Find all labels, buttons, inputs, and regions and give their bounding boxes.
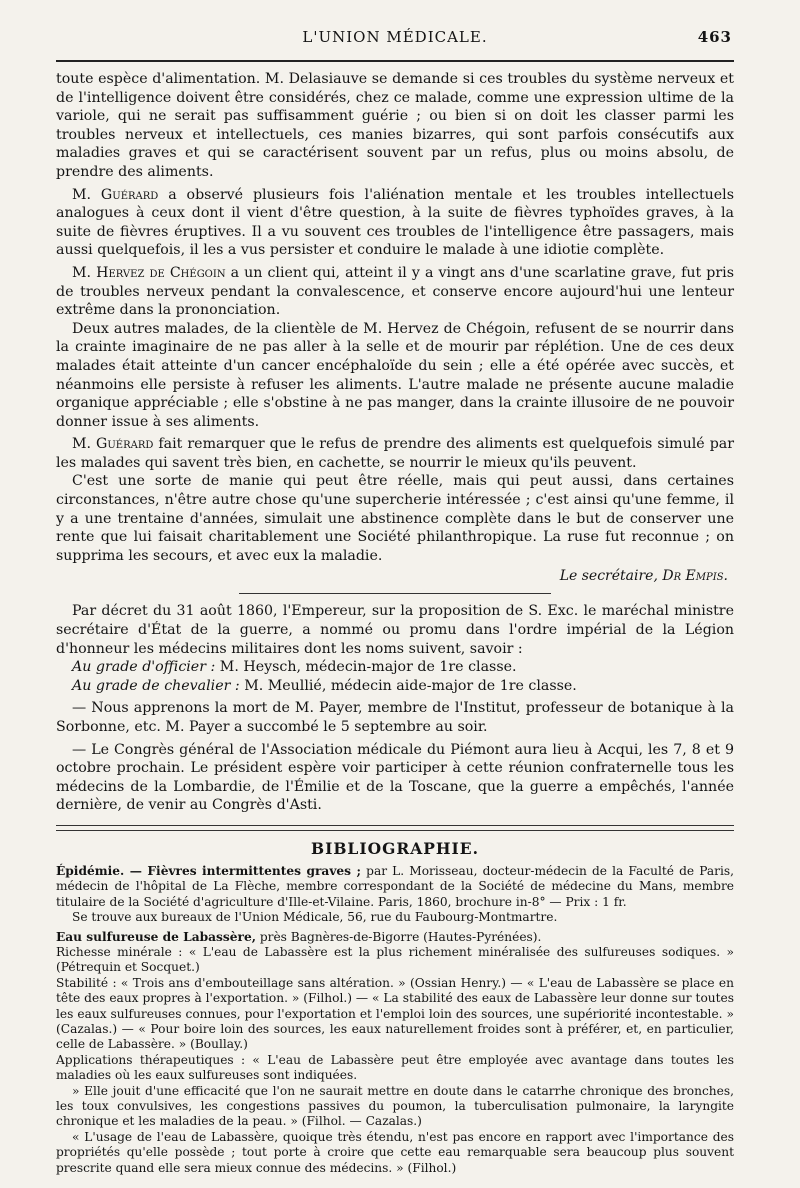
page-number: 463 (697, 28, 732, 46)
biblio-entry-labassere (56, 930, 734, 945)
header-rule (56, 60, 734, 62)
grade-officier (72, 658, 734, 677)
entry-title: Eau sulfureuse de Labassère, (56, 929, 256, 944)
biblio-rule-bottom (56, 830, 734, 831)
section-divider (239, 593, 551, 594)
signature-name: Dr Empis. (657, 568, 728, 585)
paragraph-guerard-1 (56, 186, 734, 260)
bibliography-title: BIBLIOGRAPHIE. (310, 838, 479, 858)
speaker-name: M. Hervez de Chégoin (72, 264, 226, 281)
paragraph-guerard-2 (56, 435, 734, 472)
paragraph-simulation: C'est une sorte de manie qui peut être réelle, mais qui peut aussi, dans certaines circonstances, n'être autre chose qu'une supercherie intéressée ; c'est ainsi qu'une femme, il y a une trentaine d'années, simulait une abstinence complète dans le but de conserver une rente que lui faisait charitablement une Société philanthropique. La ruse fut reconnue ; on supprima les secours, et avec eux la maladie. (56, 473, 734, 564)
journal-title: L'UNION MÉDICALE. (302, 28, 488, 46)
biblio-entry-epidemie (56, 864, 734, 910)
biblio-applications: Applications thérapeutiques : « L'eau de Labassère peut être employée avec avantage dans toutes les maladies où les eaux sulfureuses sont indiquées. (56, 1052, 734, 1083)
grade-chevalier (72, 677, 734, 696)
biblio-rule-top (56, 825, 734, 826)
biblio-stabilite: Stabilité : « Trois ans d'embouteillage sans altération. » (Ossian Henry.) — « L'eau de Labassère se place en tête des eaux propres à l'exportation. » (Filhol.) — « La stabilité des eaux de Labassère leur donne sur toutes les eaux sulfureuses connues, pour l'exportation et l'emploi loin des sources, une supériorité incontestable. » (Cazalas.) — « Pour boire loin des sources, les eaux naturellement froides sont à préférer, et, en particulier, celle de Labassère. » (Boullay.) (56, 975, 734, 1052)
entry-text: par L. Morisseau, docteur-médecin de la Faculté de Paris, médecin de l'hôpital de La Flèche, membre correspondant de la Société de médecine du Mans, membre titulaire de la Société d'agriculture d'Ille-et-Vilaine. Paris, 1860, brochure in-8° — Prix : 1 fr. (56, 863, 734, 909)
bibliography-list (56, 864, 734, 1176)
paragraph-text: fait remarquer que le refus de prendre des aliments est quelquefois simulé par les malades qui savent très bien, en cachette, se nourrir le mieux qu'ils peuvent. (56, 436, 735, 471)
paragraph-two-patients: Deux autres malades, de la clientèle de M. Hervez de Chégoin, refusent de se nourrir dans la crainte imaginaire de ne pas aller à la selle et de mourir par réplétion. Une de ces deux malades était atteinte d'un cancer encéphaloïde du sein ; elle a été opérée avec succès, et néanmoins elle persiste à refuser les aliments. L'autre malade ne présente aucune maladie organique appréciable ; elle s'obstine à ne pas manger, dans la crainte illusoire de ne pouvoir donner issue à ses aliments. (56, 320, 734, 430)
speaker-name: M. Guérard (72, 436, 154, 453)
news-decree: Par décret du 31 août 1860, l'Empereur, sur la proposition de S. Exc. le maréchal ministre secrétaire d'État de la guerre, a nommé ou promu dans l'ordre impérial de la Légion d'honneur les médecins militaires dont les noms suivent, savoir : (56, 603, 734, 657)
biblio-entry-address: Se trouve aux bureaux de l'Union Médicale, 56, rue du Faubourg-Montmartre. (72, 910, 558, 925)
paragraph-delasiauve: toute espèce d'alimentation. M. Delasiauve se demande si ces troubles du système nerveux et de l'intelligence doivent être considérés, chez ce malade, comme une expression ultime de la variole, qui ne serait pas suffisamment guérie ; ou bien si on doit les classer parmi les troubles nerveux et intellectuels, ces manies bizarres, qui sont parfois consécutifs aux maladies graves et qui se caractérisent souvent par un refus, plus ou moins absolu, de prendre des aliments. (56, 71, 734, 180)
biblio-richesse: Richesse minérale : « L'eau de Labassère est la plus richement minéralisée des sulfureuses sodiques. » (Pétrequin et Socquet.) (56, 945, 734, 975)
secretary-signature (56, 567, 734, 585)
grade-label: Au grade d'officier : (72, 659, 216, 676)
entry-text: près Bagnères-de-Bigorre (Hautes-Pyrénées). (255, 929, 542, 944)
news-payer: — Nous apprenons la mort de M. Payer, membre de l'Institut, professeur de botanique à la Sorbonne, etc. M. Payer a succombé le 5 septembre au soir. (56, 700, 734, 735)
entry-title: Épidémie. — Fièvres intermittentes graves ; (56, 863, 362, 878)
biblio-usage: « L'usage de l'eau de Labassère, quoique très étendu, n'est pas encore en rapport avec l'importance des propriétés qu'elle possède ; tout porte à croire que cette eau remarquable sera beaucoup plus souvent prescrite quand elle sera mieux connue des médecins. » (Filhol.) (56, 1129, 734, 1175)
grade-text: M. Meullié, médecin aide-major de 1re classe. (239, 677, 577, 694)
paragraph-text: a observé plusieurs fois l'aliénation mentale et les troubles intellectuels analogues à ceux dont il vient d'être question, à la suite de fièvres typhoïdes graves, à la suite de fièvres éruptives. Il a vu souvent ces troubles de l'intelligence être passagers, mais aussi quelquefois, il les a vus persister et conduire le malade à une idiotie complète. (56, 186, 734, 259)
news-congres: — Le Congrès général de l'Association médicale du Piémont aura lieu à Acqui, les 7, 8 et 9 octobre prochain. Le président espère voir participer à cette réunion confraternelle tous les médecins de la Lombardie, de l'Émilie et de la Toscane, que la guerre a empêchés, l'année dernière, de venir au Congrès d'Asti. (56, 741, 734, 814)
grade-label: Au grade de chevalier : (72, 677, 240, 694)
paragraph-hervez (56, 264, 734, 320)
running-header (56, 28, 734, 54)
grade-text: M. Heysch, médecin-major de 1re classe. (215, 659, 517, 676)
biblio-efficacite: » Elle jouit d'une efficacité que l'on ne saurait mettre en doute dans le catarrhe chronique des bronches, les toux convulsives, les congestions passives du poumon, la tuberculisation pulmonaire, la laryngite chronique et les maladies de la peau. » (Filhol. — Cazalas.) (56, 1083, 734, 1129)
signature-role: Le secrétaire, (559, 568, 658, 585)
speaker-name: M. Guérard (72, 186, 159, 203)
paragraph-text: a un client qui, atteint il y a vingt ans d'une scarlatine grave, fut pris de troubles nerveux pendant la convalescence, et conserve encore aujourd'hui une lenteur extrême dans la prononciation. (56, 264, 734, 319)
